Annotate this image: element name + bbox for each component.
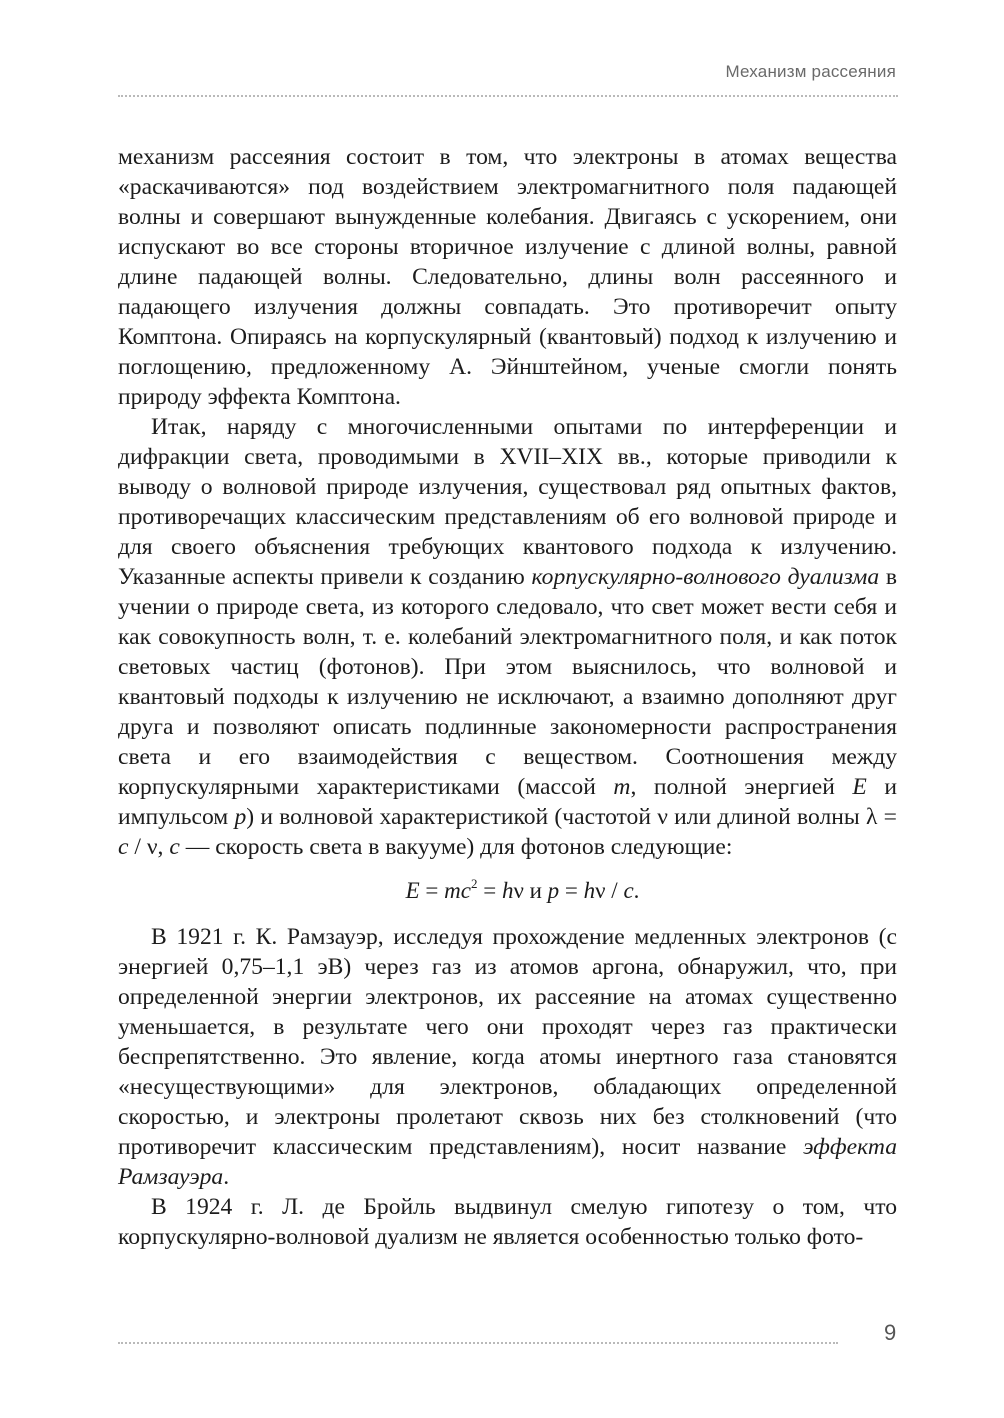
formula-p: p [547, 878, 560, 903]
page-number: 9 [884, 1320, 897, 1345]
formula-nu-1: ν [513, 878, 524, 903]
symbol-speed-of-light: c [118, 834, 129, 860]
formula-eq-3: = [559, 878, 584, 903]
paragraph-2-text-e: ) и волновой характеристикой (частотой ν или длиной волны [246, 804, 866, 830]
symbol-lambda: λ [866, 804, 878, 830]
paragraph-2-text-g: / ν, [128, 834, 170, 860]
running-head-title: Механизм рассеяния [725, 62, 896, 81]
formula-eq-2: = [477, 878, 502, 903]
formula-photon [118, 876, 897, 906]
header-divider [118, 95, 898, 97]
paragraph-2-text-b: в учении о природе света, из которого следовало, что свет может вести себя и как совокупность волн, т. е. колебаний электромагнитного поля, и как поток световых частиц (фотонов). При этом выяснилось, что волновой и квантовый подходы к излучению не исключают, а взаимно дополняют друг друга и позволяют описать подлинные закономерности распространения света и его взаимодействия с веществом. Соотношения между корпускулярными характеристиками (массой [118, 564, 897, 800]
footer-divider [118, 1342, 838, 1344]
term-wave-particle-duality: корпускулярно-волнового дуализма [531, 564, 880, 590]
paragraph-2-text-c: , полной энергией [630, 774, 853, 800]
formula-superscript: 2 [470, 876, 478, 891]
paragraph-2-text-d: и импульсом [118, 774, 898, 830]
paragraph-3 [118, 922, 897, 1192]
formula-nu-2: ν / [595, 878, 624, 903]
symbol-energy: E [852, 774, 867, 800]
paragraph-3-text-b: . [223, 1164, 230, 1190]
formula-h-2: h [583, 878, 596, 903]
formula-h-1: h [501, 878, 514, 903]
symbol-momentum: p [234, 804, 247, 830]
formula-and: и [523, 878, 548, 903]
paragraph-4: В 1924 г. Л. де Бройль выдвинул смелую гипотезу о том, что корпускулярно-волновой дуализм не является особенностью только фото- [118, 1194, 897, 1250]
body-text [118, 142, 897, 1252]
paragraph-1: механизм рассеяния состоит в том, что электроны в атомах вещества «раскачиваются» под воздействием электромагнитного поля падающей волны и совершают вынужденные колебания. Двигаясь с ускорением, они испускают во все стороны вторичное излучение с длиной волны, равной длине падающей волны. Следовательно, длины волн рассеянного и падающего излучения должны совпадать. Это противоречит опыту Комптона. Опираясь на корпускулярный (квантовый) подход к излучению и поглощению, предложенному А. Эйнштейном, ученые смогли понять природу эффекта Комптона. [118, 144, 897, 410]
formula-c: c [623, 878, 634, 903]
paragraph-2-text-a: Итак, наряду с многочисленными опытами по интерференции и дифракции света, проводимыми в XVII–XIX вв., которые приводили к выводу о волновой природе излучения, существовал ряд опытных фактов, противоречащих классическим представлениям об его волновой природе и для своего объяснения требующих квантового подхода к излучению. Указанные аспекты привели к созданию [118, 414, 897, 590]
symbol-speed-of-light-2: c [169, 834, 180, 860]
formula-E: E [405, 878, 420, 903]
paragraph-2 [118, 412, 897, 862]
symbol-mass: m [613, 774, 631, 800]
paragraph-2-text-f: = [877, 804, 897, 830]
term-ramsauer-effect: эффекта Рамзауэра [118, 1134, 897, 1190]
formula-mc: mc [444, 878, 471, 903]
paragraph-3-text-a: В 1921 г. К. Рамзауэр, исследуя прохождение медленных электронов (с энергией 0,75–1,1 эВ) через газ из атомов аргона, обнаружил, что, при определенной энергии электронов, их рассеяние на атомах существенно уменьшается, в результате чего они проходят через газ практически беспрепятственно. Это явление, когда атомы инертного газа становятся «несуществующими» для электронов, обладающих определенной скоростью, и электроны пролетают сквозь них без столкновений (что противоречит классическим представлениям), носит название [118, 924, 897, 1160]
formula-eq-1: = [419, 878, 445, 903]
paragraph-2-text-h: — скорость света в вакууме) для фотонов следующие: [179, 834, 733, 860]
formula-end: . [633, 878, 640, 903]
